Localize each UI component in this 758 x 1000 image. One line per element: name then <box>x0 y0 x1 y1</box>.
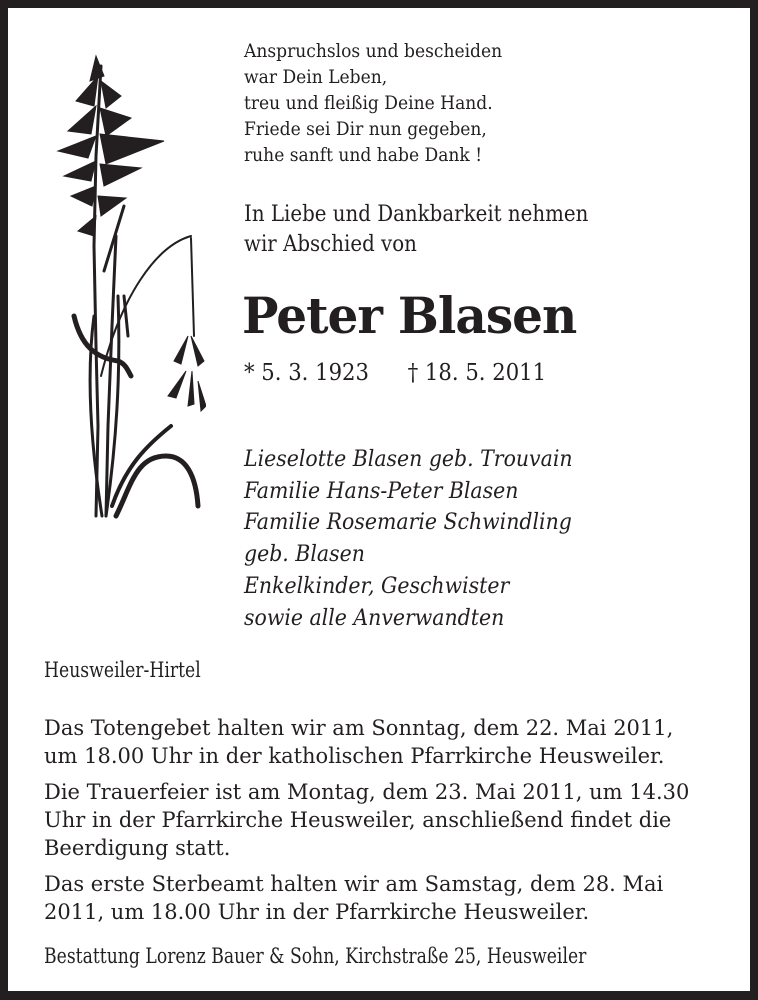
funeral-home: Bestattung Lorenz Bauer & Sohn, Kirchstraße 25, Heusweiler <box>44 944 587 968</box>
deceased-name: Peter Blasen <box>242 286 577 345</box>
intro-line: In Liebe und Dankbarkeit nehmen <box>244 202 589 227</box>
announcement-line: um 18.00 Uhr in der katholischen Pfarrkirche Heusweiler. <box>44 744 665 768</box>
place-name: Heusweiler-Hirtel <box>44 658 201 682</box>
announcement-line: Das erste Sterbeamt halten wir am Samstag, dem 28. Mai <box>44 872 664 896</box>
poem <box>244 38 531 168</box>
announcement-line: Beerdigung statt. <box>44 836 231 860</box>
mourner: sowie alle Anverwandten <box>244 605 505 631</box>
mourner: Enkelkinder, Geschwister <box>244 573 510 599</box>
poem-line: Anspruchslos und bescheiden <box>244 40 503 62</box>
mourner: Familie Rosemarie Schwindling <box>244 510 572 536</box>
life-dates <box>244 358 546 388</box>
obituary-card <box>8 8 750 991</box>
announcement-line: Uhr in der Pfarrkirche Heusweiler, anschließend findet die <box>44 808 672 832</box>
birth-date: * 5. 3. 1923 <box>244 360 369 386</box>
announcement-line: Das Totengebet halten wir am Sonntag, dem 22. Mai 2011, <box>44 716 674 740</box>
announcement-line: 2011, um 18.00 Uhr in der Pfarrkirche Heusweiler. <box>44 900 590 924</box>
grass-illustration-icon <box>46 46 206 521</box>
intro-line: wir Abschied von <box>244 232 417 257</box>
poem-line: treu und fleißig Deine Hand. <box>244 92 493 114</box>
mourner: Lieselotte Blasen geb. Trouvain <box>244 447 573 472</box>
poem-line: Friede sei Dir nun gegeben, <box>244 118 487 140</box>
mourner: geb. Blasen <box>244 542 365 568</box>
poem-line: ruhe sanft und habe Dank ! <box>244 144 483 166</box>
intro-text <box>244 200 627 260</box>
announcements <box>44 706 689 934</box>
poem-line: war Dein Leben, <box>244 66 388 88</box>
mourner: Familie Hans-Peter Blasen <box>244 478 519 504</box>
announcement-line: Die Trauerfeier ist am Montag, dem 23. Mai 2011, um 14.30 <box>44 780 690 804</box>
death-date: † 18. 5. 2011 <box>407 360 547 386</box>
mourners-list <box>244 444 597 634</box>
